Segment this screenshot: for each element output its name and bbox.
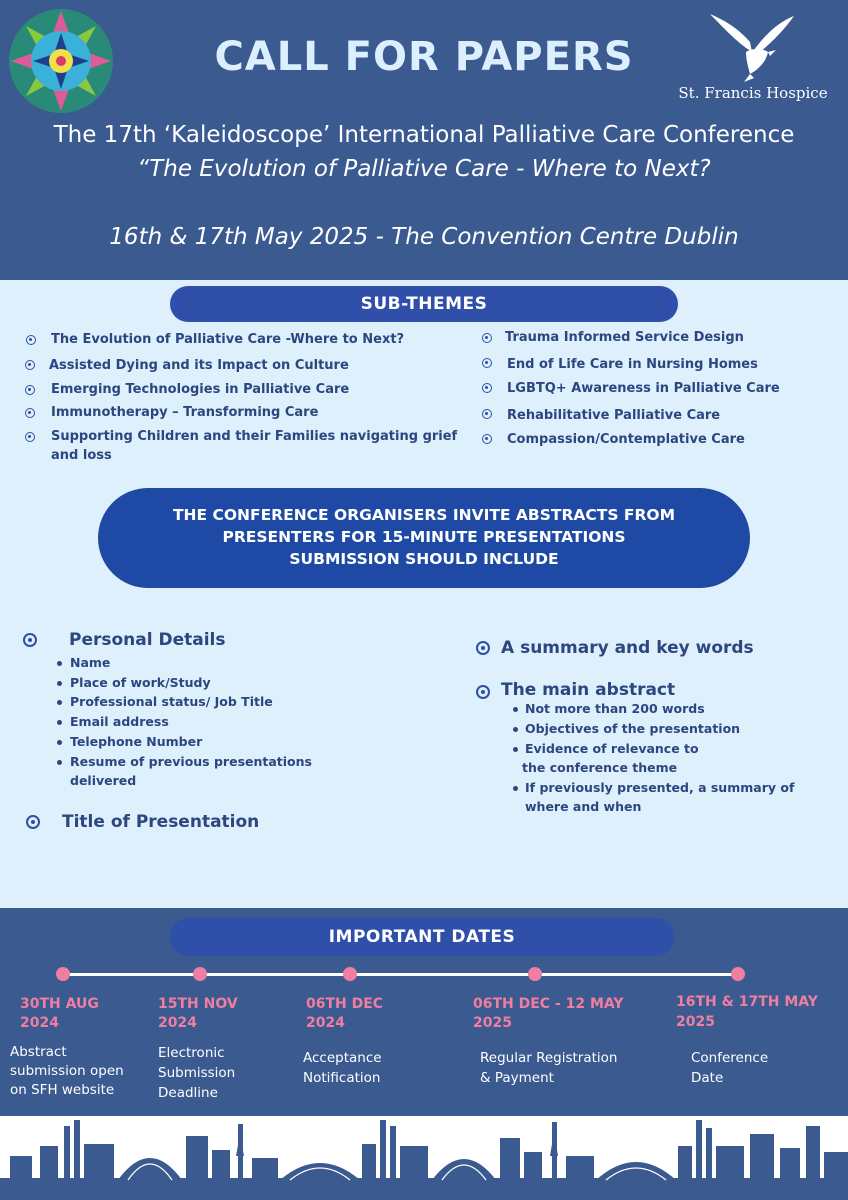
bullet-icon bbox=[25, 432, 35, 442]
personal-detail-item-continued: delivered bbox=[70, 773, 137, 788]
bullet-icon bbox=[482, 434, 492, 444]
important-dates-heading: IMPORTANT DATES bbox=[170, 918, 674, 956]
timeline-desc: Submission bbox=[158, 1065, 236, 1081]
summary-keywords: A summary and key words bbox=[501, 638, 754, 658]
abstract-item-continued: the conference theme bbox=[522, 760, 678, 775]
sub-theme-item: Compassion/Contemplative Care bbox=[507, 432, 745, 447]
bullet-icon bbox=[482, 333, 492, 343]
timeline-desc: & Payment bbox=[480, 1070, 554, 1086]
bullet-icon bbox=[476, 685, 490, 699]
personal-detail-item: Resume of previous presentations bbox=[70, 754, 312, 769]
timeline-desc: Acceptance bbox=[303, 1050, 382, 1066]
bullet-icon bbox=[476, 641, 490, 655]
bullet-icon bbox=[26, 335, 36, 345]
timeline-desc: Regular Registration bbox=[480, 1050, 618, 1066]
bullet-dot bbox=[57, 661, 62, 666]
bullet-icon bbox=[482, 358, 492, 368]
abstract-item: Objectives of the presentation bbox=[525, 721, 741, 736]
bullet-icon bbox=[482, 409, 492, 419]
invite-line-1: THE CONFERENCE ORGANISERS INVITE ABSTRACTS FROM bbox=[172, 506, 676, 524]
bullet-dot bbox=[57, 740, 62, 745]
timeline-date: 30TH AUG bbox=[20, 996, 99, 1012]
timeline-date-year: 2025 bbox=[473, 1015, 512, 1031]
abstract-item: If previously presented, a summary of bbox=[525, 780, 795, 795]
personal-details-heading: Personal Details bbox=[69, 630, 226, 650]
timeline-desc: Abstract bbox=[10, 1044, 67, 1060]
bullet-dot bbox=[57, 700, 62, 705]
sub-theme-item: Assisted Dying and its Impact on Culture bbox=[49, 358, 349, 373]
page-title: CALL FOR PAPERS bbox=[214, 34, 634, 80]
invite-banner bbox=[98, 488, 750, 588]
hospice-name: St. Francis Hospice bbox=[678, 84, 828, 102]
bullet-dot bbox=[513, 747, 518, 752]
bullet-icon bbox=[25, 360, 35, 370]
abstract-item: Evidence of relevance to bbox=[525, 741, 699, 756]
bullet-dot bbox=[57, 760, 62, 765]
invite-line-3: SUBMISSION SHOULD INCLUDE bbox=[289, 550, 559, 568]
timeline-dot bbox=[731, 967, 745, 981]
conference-name: The 17th ‘Kaleidoscope’ International Palliative Care Conference bbox=[53, 122, 795, 148]
personal-detail-item: Email address bbox=[70, 714, 169, 729]
timeline-desc: Date bbox=[691, 1070, 724, 1086]
timeline-dot bbox=[528, 967, 542, 981]
timeline-dot bbox=[56, 967, 70, 981]
bullet-dot bbox=[513, 786, 518, 791]
invite-line-2: PRESENTERS FOR 15-MINUTE PRESENTATIONS bbox=[222, 528, 626, 546]
sub-theme-item: The Evolution of Palliative Care -Where to Next? bbox=[51, 332, 405, 347]
timeline-date: 06TH DEC bbox=[306, 996, 384, 1012]
conference-theme: “The Evolution of Palliative Care - Where to Next? bbox=[137, 156, 711, 182]
timeline-dot bbox=[193, 967, 207, 981]
bullet-icon bbox=[23, 633, 37, 647]
timeline-desc: on SFH website bbox=[10, 1082, 115, 1098]
timeline-date: 06TH DEC - 12 MAY bbox=[473, 996, 624, 1012]
sub-theme-item: End of Life Care in Nursing Homes bbox=[507, 357, 758, 372]
sub-theme-item-continued: and loss bbox=[51, 448, 112, 463]
timeline-date-year: 2024 bbox=[158, 1015, 197, 1031]
sub-theme-item: Immunotherapy – Transforming Care bbox=[51, 405, 319, 420]
bullet-dot bbox=[57, 681, 62, 686]
sub-theme-item: Rehabilitative Palliative Care bbox=[507, 408, 721, 423]
bullet-dot bbox=[513, 727, 518, 732]
sub-themes-heading: SUB-THEMES bbox=[170, 286, 678, 322]
bullet-dot bbox=[57, 720, 62, 725]
personal-detail-item: Telephone Number bbox=[70, 734, 203, 749]
timeline-date: 15TH NOV bbox=[158, 996, 238, 1012]
personal-detail-item: Name bbox=[70, 655, 111, 670]
bullet-icon bbox=[482, 383, 492, 393]
abstract-item: Not more than 200 words bbox=[525, 701, 705, 716]
timeline-desc: submission open bbox=[10, 1063, 124, 1079]
timeline-desc: Conference bbox=[691, 1050, 769, 1066]
sub-theme-item: Emerging Technologies in Palliative Care bbox=[51, 382, 350, 397]
bullet-icon bbox=[25, 408, 35, 418]
timeline-line bbox=[62, 973, 738, 976]
bullet-icon bbox=[25, 385, 35, 395]
timeline-desc: Notification bbox=[303, 1070, 381, 1086]
timeline-desc: Deadline bbox=[158, 1085, 218, 1101]
timeline-date-year: 2024 bbox=[306, 1015, 345, 1031]
main-abstract-heading: The main abstract bbox=[501, 680, 676, 700]
sub-theme-item: LGBTQ+ Awareness in Palliative Care bbox=[507, 381, 780, 396]
bullet-icon bbox=[26, 815, 40, 829]
bullet-dot bbox=[513, 707, 518, 712]
timeline-date-year: 2024 bbox=[20, 1015, 59, 1031]
timeline-dot bbox=[343, 967, 357, 981]
timeline-desc: Electronic bbox=[158, 1045, 225, 1061]
personal-detail-item: Professional status/ Job Title bbox=[70, 694, 273, 709]
dove-icon bbox=[706, 12, 798, 82]
abstract-item-continued: where and when bbox=[525, 799, 642, 814]
sub-theme-item: Trauma Informed Service Design bbox=[505, 330, 744, 345]
personal-detail-item: Place of work/Study bbox=[70, 675, 211, 690]
title-of-presentation: Title of Presentation bbox=[62, 812, 260, 832]
conference-date-venue: 16th & 17th May 2025 - The Convention Centre Dublin bbox=[109, 224, 739, 250]
timeline-date: 16TH & 17TH MAY bbox=[676, 994, 818, 1010]
sub-theme-item: Supporting Children and their Families navigating grief bbox=[51, 429, 458, 444]
dublin-skyline-illustration bbox=[0, 1116, 848, 1200]
timeline-date-year: 2025 bbox=[676, 1014, 715, 1030]
